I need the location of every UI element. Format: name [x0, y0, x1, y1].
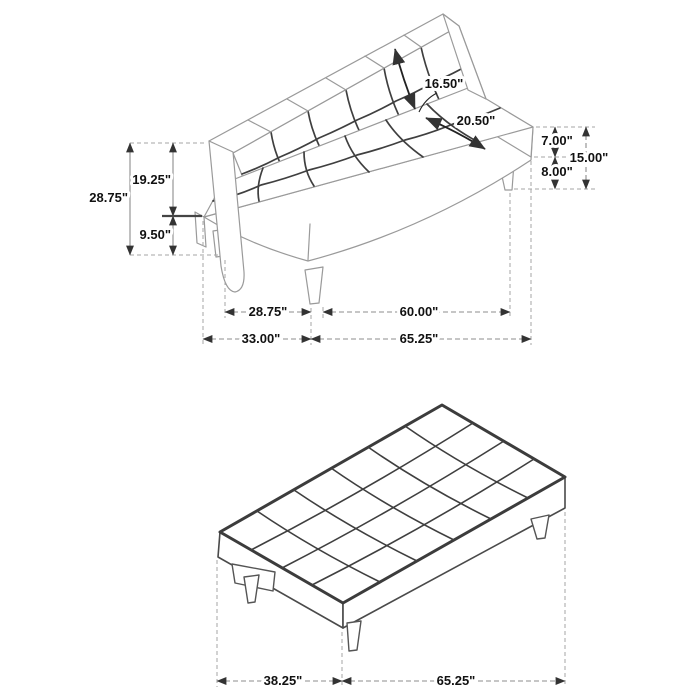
- dim-label-seat-thickness: 7.00": [541, 133, 573, 148]
- dim-label-back-cushion-length: 16.50": [424, 76, 464, 91]
- dim-label-bed-length: 65.25": [436, 673, 476, 688]
- dim-label-platform-height: 9.50": [139, 227, 171, 242]
- sofa-position-view: [89, 14, 608, 346]
- dim-label-leg-span-depth: 28.75": [248, 304, 288, 319]
- dim-label-clearance: 8.00": [541, 164, 573, 179]
- sofa-leg-center: [305, 267, 323, 304]
- dim-label-overall-depth: 33.00": [241, 331, 281, 346]
- bed-position-view: [217, 405, 565, 688]
- dim-label-back-total-height: 28.75": [89, 190, 128, 205]
- dim-label-seat-height: 15.00": [569, 150, 609, 165]
- dim-label-seat-depth: 20.50": [456, 113, 496, 128]
- dim-label-backrest-rise: 19.25": [132, 172, 171, 187]
- bed-leg-center: [347, 621, 361, 651]
- dim-label-leg-span-length: 60.00": [399, 304, 439, 319]
- dim-label-bed-width: 38.25": [263, 673, 303, 688]
- bed-leg-left: [244, 575, 259, 603]
- bed-leg-right: [531, 515, 549, 539]
- dim-label-overall-length: 65.25": [399, 331, 439, 346]
